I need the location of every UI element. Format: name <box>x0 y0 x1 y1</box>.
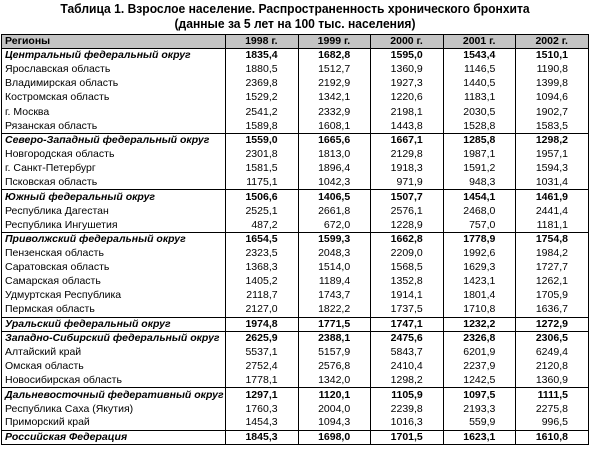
header-regions: Регионы <box>2 35 226 49</box>
value-cell: 2369,8 <box>226 77 299 91</box>
value-cell: 2127,0 <box>226 303 299 317</box>
value-cell: 1506,6 <box>226 190 299 204</box>
value-cell: 2326,8 <box>443 331 516 345</box>
value-cell: 1529,2 <box>226 91 299 105</box>
table-row <box>2 246 589 260</box>
region-name: Псковская область <box>2 176 226 190</box>
value-cell: 1514,0 <box>298 261 371 275</box>
value-cell: 1822,2 <box>298 303 371 317</box>
value-cell: 1360,9 <box>516 374 589 388</box>
value-cell: 1232,2 <box>443 317 516 331</box>
value-cell: 1262,1 <box>516 275 589 289</box>
value-cell: 1595,0 <box>371 49 444 63</box>
value-cell: 1594,3 <box>516 162 589 176</box>
table-row <box>2 204 589 218</box>
district-name: Приволжский федеральный округ <box>2 232 226 246</box>
value-cell: 2541,2 <box>226 105 299 119</box>
value-cell: 1183,1 <box>443 91 516 105</box>
value-cell: 1778,9 <box>443 232 516 246</box>
value-cell: 1992,6 <box>443 246 516 260</box>
table-row <box>2 77 589 91</box>
value-cell: 1654,5 <box>226 232 299 246</box>
value-cell: 1440,5 <box>443 77 516 91</box>
district-name: Северо-Западный федеральный округ <box>2 133 226 147</box>
value-cell: 1510,1 <box>516 49 589 63</box>
value-cell: 757,0 <box>443 218 516 232</box>
value-cell: 1242,5 <box>443 374 516 388</box>
value-cell: 1760,3 <box>226 402 299 416</box>
value-cell: 6249,4 <box>516 345 589 359</box>
region-name: Новгородская область <box>2 147 226 161</box>
district-row <box>2 49 589 63</box>
table-row <box>2 261 589 275</box>
value-cell: 1120,1 <box>298 388 371 402</box>
value-cell: 1623,1 <box>443 430 516 444</box>
region-name: Алтайский край <box>2 345 226 359</box>
value-cell: 2441,4 <box>516 204 589 218</box>
value-cell: 1667,1 <box>371 133 444 147</box>
value-cell: 1097,5 <box>443 388 516 402</box>
district-row <box>2 317 589 331</box>
value-cell: 1629,3 <box>443 261 516 275</box>
value-cell: 1342,1 <box>298 91 371 105</box>
value-cell: 1771,5 <box>298 317 371 331</box>
district-row <box>2 331 589 345</box>
value-cell: 2301,8 <box>226 147 299 161</box>
value-cell: 5843,7 <box>371 345 444 359</box>
table-row <box>2 345 589 359</box>
value-cell: 2576,1 <box>371 204 444 218</box>
value-cell: 1105,9 <box>371 388 444 402</box>
caption-title: Таблица 1. Взрослое население. Распространенность хронического бронхита <box>60 1 530 16</box>
value-cell: 1175,1 <box>226 176 299 190</box>
value-cell: 1111,5 <box>516 388 589 402</box>
value-cell: 1682,8 <box>298 49 371 63</box>
table-row <box>2 374 589 388</box>
table-body <box>2 49 589 445</box>
value-cell: 2239,8 <box>371 402 444 416</box>
value-cell: 1845,3 <box>226 430 299 444</box>
value-cell: 1297,1 <box>226 388 299 402</box>
value-cell: 2752,4 <box>226 360 299 374</box>
region-name: Республика Ингушетия <box>2 218 226 232</box>
table-row <box>2 360 589 374</box>
value-cell: 1528,8 <box>443 119 516 133</box>
value-cell: 1406,5 <box>298 190 371 204</box>
value-cell: 1189,4 <box>298 275 371 289</box>
value-cell: 1042,3 <box>298 176 371 190</box>
table-row <box>2 416 589 430</box>
value-cell: 1094,6 <box>516 91 589 105</box>
table-row <box>2 275 589 289</box>
value-cell: 1352,8 <box>371 275 444 289</box>
district-name: Западно-Сибирский федеральный округ <box>2 331 226 345</box>
region-name: Омская область <box>2 360 226 374</box>
value-cell: 948,3 <box>443 176 516 190</box>
value-cell: 2209,0 <box>371 246 444 260</box>
value-cell: 1094,3 <box>298 416 371 430</box>
value-cell: 2306,5 <box>516 331 589 345</box>
table-row <box>2 105 589 119</box>
district-name: Дальневосточный федеративный округ <box>2 388 226 402</box>
value-cell: 1589,8 <box>226 119 299 133</box>
value-cell: 6201,9 <box>443 345 516 359</box>
value-cell: 1543,4 <box>443 49 516 63</box>
header-year-2001: 2001 г. <box>443 35 516 49</box>
value-cell: 1698,0 <box>298 430 371 444</box>
value-cell: 487,2 <box>226 218 299 232</box>
value-cell: 1220,6 <box>371 91 444 105</box>
value-cell: 1662,8 <box>371 232 444 246</box>
caption-subtitle: (данные за 5 лет на 100 тыс. населения) <box>174 16 416 31</box>
value-cell: 1957,1 <box>516 147 589 161</box>
value-cell: 1298,2 <box>371 374 444 388</box>
region-name: Самарская область <box>2 275 226 289</box>
value-cell: 1801,4 <box>443 289 516 303</box>
district-name: Центральный федеральный округ <box>2 49 226 63</box>
value-cell: 1636,7 <box>516 303 589 317</box>
value-cell: 2192,9 <box>298 77 371 91</box>
value-cell: 2661,8 <box>298 204 371 218</box>
region-name: Удмуртская Республика <box>2 289 226 303</box>
value-cell: 1710,8 <box>443 303 516 317</box>
table-row <box>2 289 589 303</box>
value-cell: 1591,2 <box>443 162 516 176</box>
value-cell: 1512,7 <box>298 63 371 77</box>
value-cell: 1608,1 <box>298 119 371 133</box>
region-name: Владимирская область <box>2 77 226 91</box>
value-cell: 5537,1 <box>226 345 299 359</box>
value-cell: 1737,5 <box>371 303 444 317</box>
value-cell: 2129,8 <box>371 147 444 161</box>
value-cell: 2475,6 <box>371 331 444 345</box>
value-cell: 2120,8 <box>516 360 589 374</box>
value-cell: 1016,3 <box>371 416 444 430</box>
value-cell: 2525,1 <box>226 204 299 218</box>
value-cell: 1835,4 <box>226 49 299 63</box>
value-cell: 1583,5 <box>516 119 589 133</box>
data-table-container <box>1 34 588 445</box>
district-row <box>2 133 589 147</box>
value-cell: 5157,9 <box>298 345 371 359</box>
value-cell: 1454,1 <box>443 190 516 204</box>
value-cell: 1360,9 <box>371 63 444 77</box>
region-name: Республика Дагестан <box>2 204 226 218</box>
value-cell: 1743,7 <box>298 289 371 303</box>
value-cell: 1914,1 <box>371 289 444 303</box>
district-row <box>2 232 589 246</box>
value-cell: 1031,4 <box>516 176 589 190</box>
value-cell: 2388,1 <box>298 331 371 345</box>
value-cell: 1405,2 <box>226 275 299 289</box>
region-name: Республика Саха (Якутия) <box>2 402 226 416</box>
header-year-1998: 1998 г. <box>226 35 299 49</box>
value-cell: 1974,8 <box>226 317 299 331</box>
table-row <box>2 218 589 232</box>
value-cell: 1987,1 <box>443 147 516 161</box>
table-row <box>2 303 589 317</box>
value-cell: 1368,3 <box>226 261 299 275</box>
region-name: Пензенская область <box>2 246 226 260</box>
value-cell: 1454,3 <box>226 416 299 430</box>
table-row <box>2 63 589 77</box>
value-cell: 2193,3 <box>443 402 516 416</box>
federation-row <box>2 430 589 444</box>
value-cell: 1918,3 <box>371 162 444 176</box>
value-cell: 2332,9 <box>298 105 371 119</box>
value-cell: 1754,8 <box>516 232 589 246</box>
value-cell: 2030,5 <box>443 105 516 119</box>
table-row <box>2 176 589 190</box>
value-cell: 2625,9 <box>226 331 299 345</box>
value-cell: 1984,2 <box>516 246 589 260</box>
region-name: Ярославская область <box>2 63 226 77</box>
value-cell: 2410,4 <box>371 360 444 374</box>
value-cell: 2198,1 <box>371 105 444 119</box>
value-cell: 1559,0 <box>226 133 299 147</box>
value-cell: 1146,5 <box>443 63 516 77</box>
value-cell: 2048,3 <box>298 246 371 260</box>
district-name: Уральский федеральный округ <box>2 317 226 331</box>
header-row <box>2 35 589 49</box>
value-cell: 1880,5 <box>226 63 299 77</box>
region-name: г. Санкт-Петербург <box>2 162 226 176</box>
federation-name: Российская Федерация <box>2 430 226 444</box>
value-cell: 1665,6 <box>298 133 371 147</box>
table-row <box>2 91 589 105</box>
value-cell: 1228,9 <box>371 218 444 232</box>
value-cell: 996,5 <box>516 416 589 430</box>
value-cell: 2323,5 <box>226 246 299 260</box>
value-cell: 672,0 <box>298 218 371 232</box>
value-cell: 2004,0 <box>298 402 371 416</box>
value-cell: 1902,7 <box>516 105 589 119</box>
value-cell: 2576,8 <box>298 360 371 374</box>
value-cell: 1896,4 <box>298 162 371 176</box>
table-row <box>2 147 589 161</box>
value-cell: 1927,3 <box>371 77 444 91</box>
district-name: Южный федеральный округ <box>2 190 226 204</box>
value-cell: 1461,9 <box>516 190 589 204</box>
value-cell: 1599,3 <box>298 232 371 246</box>
value-cell: 559,9 <box>443 416 516 430</box>
value-cell: 1610,8 <box>516 430 589 444</box>
header-year-2002: 2002 г. <box>516 35 589 49</box>
header-year-2000: 2000 г. <box>371 35 444 49</box>
region-name: г. Москва <box>2 105 226 119</box>
value-cell: 1443,8 <box>371 119 444 133</box>
value-cell: 1298,2 <box>516 133 589 147</box>
value-cell: 1399,8 <box>516 77 589 91</box>
region-name: Приморский край <box>2 416 226 430</box>
value-cell: 971,9 <box>371 176 444 190</box>
region-name: Новосибирская область <box>2 374 226 388</box>
district-row <box>2 190 589 204</box>
value-cell: 2468,0 <box>443 204 516 218</box>
district-row <box>2 388 589 402</box>
value-cell: 2275,8 <box>516 402 589 416</box>
region-name: Рязанская область <box>2 119 226 133</box>
region-name: Костромская область <box>2 91 226 105</box>
value-cell: 1813,0 <box>298 147 371 161</box>
value-cell: 1705,9 <box>516 289 589 303</box>
region-name: Пермская область <box>2 303 226 317</box>
table-row <box>2 119 589 133</box>
value-cell: 1190,8 <box>516 63 589 77</box>
value-cell: 1423,1 <box>443 275 516 289</box>
value-cell: 1727,7 <box>516 261 589 275</box>
value-cell: 1568,5 <box>371 261 444 275</box>
table-row <box>2 402 589 416</box>
value-cell: 1581,5 <box>226 162 299 176</box>
value-cell: 1181,1 <box>516 218 589 232</box>
value-cell: 1272,9 <box>516 317 589 331</box>
value-cell: 2118,7 <box>226 289 299 303</box>
value-cell: 1342,0 <box>298 374 371 388</box>
value-cell: 1747,1 <box>371 317 444 331</box>
header-year-1999: 1999 г. <box>298 35 371 49</box>
value-cell: 1778,1 <box>226 374 299 388</box>
table-header <box>2 35 589 49</box>
value-cell: 1701,5 <box>371 430 444 444</box>
region-name: Саратовская область <box>2 261 226 275</box>
value-cell: 1507,7 <box>371 190 444 204</box>
table-row <box>2 162 589 176</box>
table-caption <box>21 0 570 32</box>
bronchitis-table <box>1 34 589 445</box>
value-cell: 1285,8 <box>443 133 516 147</box>
value-cell: 2237,9 <box>443 360 516 374</box>
